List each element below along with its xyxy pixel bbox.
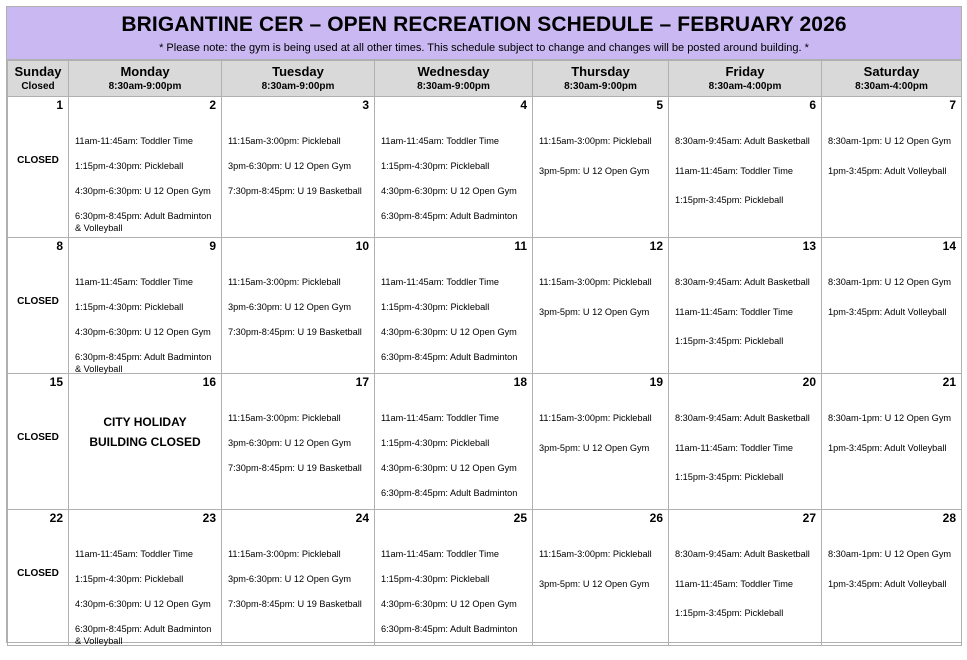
weekday-hours: 8:30am-9:00pm <box>261 81 335 92</box>
day-number: 13 <box>802 239 816 253</box>
event-item: 6:30pm-8:45pm: Adult Badminton & Volleyball <box>75 352 212 374</box>
weekday-hours: Closed <box>21 81 55 92</box>
day-number: 23 <box>202 511 216 525</box>
event-item: 11am-11:45am: Toddler Time <box>75 549 193 559</box>
event-list <box>381 276 528 376</box>
day-number: 22 <box>49 511 63 525</box>
event-item: 3pm-6:30pm: U 12 Open Gym <box>228 161 352 171</box>
event-item: 11:15am-3:00pm: Pickleball <box>228 136 341 146</box>
day-cell <box>533 510 669 646</box>
event-item: 6:30pm-8:45pm: Adult Badminton <box>381 211 518 221</box>
event-list <box>75 548 217 660</box>
weekday-header-row <box>8 61 962 97</box>
event-list <box>675 135 817 224</box>
event-item: 8:30am-9:45am: Adult Basketball <box>675 136 810 146</box>
event-item: 8:30am-1pm: U 12 Open Gym <box>828 413 952 423</box>
day-cell <box>533 97 669 238</box>
day-cell <box>222 374 375 510</box>
day-number: 4 <box>520 98 527 112</box>
schedule-sheet <box>6 6 962 646</box>
day-cell <box>69 374 222 510</box>
event-item: 8:30am-9:45am: Adult Basketball <box>675 549 810 559</box>
event-item: 6:30pm-8:45pm: Adult Badminton <box>381 488 518 498</box>
day-number: 11 <box>514 239 527 253</box>
day-number: 6 <box>809 98 816 112</box>
event-item: 11:15am-3:00pm: Pickleball <box>228 549 341 559</box>
event-item: 1pm-3:45pm: Adult Volleyball <box>828 442 947 453</box>
day-cell <box>669 97 822 238</box>
day-number: 20 <box>802 375 816 389</box>
day-cell <box>822 510 962 646</box>
event-item: 8:30am-1pm: U 12 Open Gym <box>828 136 952 146</box>
event-list <box>228 412 370 487</box>
weekday-name: Friday <box>725 64 765 79</box>
event-item: 11am-11:45am: Toddler Time <box>381 277 499 287</box>
event-item: 8:30am-9:45am: Adult Basketball <box>675 413 810 423</box>
event-item: 11am-11:45am: Toddler Time <box>381 136 499 146</box>
day-cell <box>533 238 669 374</box>
day-number: 27 <box>802 511 816 525</box>
day-number: 21 <box>942 375 956 389</box>
day-cell <box>69 238 222 374</box>
event-item: 4:30pm-6:30pm: U 12 Open Gym <box>75 186 211 196</box>
day-cell <box>822 374 962 510</box>
day-number: 17 <box>355 375 369 389</box>
schedule-header <box>7 7 961 60</box>
day-cell <box>533 374 669 510</box>
event-item: 1pm-3:45pm: Adult Volleyball <box>828 578 947 589</box>
weekday-name: Monday <box>120 64 170 79</box>
event-item: 3pm-5pm: U 12 Open Gym <box>539 578 650 589</box>
weekday-hours: 8:30am-4:00pm <box>708 81 782 92</box>
day-cell <box>222 238 375 374</box>
event-item: 8:30am-1pm: U 12 Open Gym <box>828 277 952 287</box>
weekday-name: Thursday <box>571 64 630 79</box>
event-list <box>75 276 217 388</box>
event-list <box>228 276 370 351</box>
event-list <box>675 276 817 365</box>
event-item: 7:30pm-8:45pm: U 19 Basketball <box>228 186 362 196</box>
event-list <box>381 548 528 648</box>
event-item: 8:30am-1pm: U 12 Open Gym <box>828 549 952 559</box>
event-item: 11am-11:45am: Toddler Time <box>75 136 193 146</box>
event-item: 1pm-3:45pm: Adult Volleyball <box>828 306 947 317</box>
event-item: 11am-11:45am: Toddler Time <box>675 165 793 176</box>
day-cell <box>8 97 69 238</box>
day-number: 18 <box>513 375 527 389</box>
weekday-hours: 8:30am-9:00pm <box>108 81 182 92</box>
closed-label: CLOSED <box>17 296 59 307</box>
event-item: 3pm-6:30pm: U 12 Open Gym <box>228 574 352 584</box>
event-list <box>539 135 664 194</box>
day-number: 14 <box>942 239 956 253</box>
weekday-hours: 8:30am-9:00pm <box>417 81 490 92</box>
event-item: 3pm-5pm: U 12 Open Gym <box>539 306 650 317</box>
day-number: 3 <box>362 98 369 112</box>
event-list <box>828 548 957 607</box>
event-item: 11am-11:45am: Toddler Time <box>675 442 793 453</box>
day-cell <box>8 510 69 646</box>
event-list <box>228 135 370 210</box>
event-item: 1:15pm-3:45pm: Pickleball <box>675 608 784 618</box>
weekday-header-wednesday <box>375 61 533 97</box>
event-item: 1:15pm-3:45pm: Pickleball <box>675 195 784 205</box>
day-number: 25 <box>513 511 527 525</box>
event-list <box>828 135 957 194</box>
event-item: 6:30pm-8:45pm: Adult Badminton & Volleyball <box>75 211 212 233</box>
event-item: 1pm-3:45pm: Adult Volleyball <box>828 165 947 176</box>
event-list <box>828 412 957 471</box>
event-item: 3pm-5pm: U 12 Open Gym <box>539 442 650 453</box>
event-item: 1:15pm-3:45pm: Pickleball <box>675 336 784 346</box>
weekday-header-sunday <box>8 61 69 97</box>
event-item: 11:15am-3:00pm: Pickleball <box>539 136 652 146</box>
day-number: 24 <box>355 511 369 525</box>
event-item: 3pm-6:30pm: U 12 Open Gym <box>228 302 352 312</box>
holiday-notice <box>69 412 221 452</box>
event-item: 11:15am-3:00pm: Pickleball <box>539 549 652 559</box>
weekday-header-monday <box>69 61 222 97</box>
event-list <box>75 135 217 247</box>
week-row <box>8 97 962 238</box>
event-item: 8:30am-9:45am: Adult Basketball <box>675 277 810 287</box>
weekday-name: Saturday <box>863 64 920 79</box>
day-cell <box>222 510 375 646</box>
event-item: 7:30pm-8:45pm: U 19 Basketball <box>228 599 362 609</box>
calendar-grid <box>7 60 962 646</box>
day-cell <box>8 374 69 510</box>
day-cell <box>375 374 533 510</box>
event-item: 1:15pm-3:45pm: Pickleball <box>675 472 784 482</box>
day-number: 1 <box>56 98 63 112</box>
event-list <box>539 412 664 471</box>
event-item: 7:30pm-8:45pm: U 19 Basketball <box>228 327 362 337</box>
day-cell <box>8 238 69 374</box>
day-cell <box>375 238 533 374</box>
day-cell <box>222 97 375 238</box>
event-item: 4:30pm-6:30pm: U 12 Open Gym <box>381 327 517 337</box>
holiday-line: BUILDING CLOSED <box>89 435 201 449</box>
event-item: 4:30pm-6:30pm: U 12 Open Gym <box>75 327 211 337</box>
event-list <box>381 135 528 235</box>
event-item: 11:15am-3:00pm: Pickleball <box>228 277 341 287</box>
day-number: 9 <box>209 239 216 253</box>
week-row <box>8 510 962 646</box>
event-item: 1:15pm-4:30pm: Pickleball <box>381 161 490 171</box>
event-list <box>675 548 817 637</box>
weekday-header-friday <box>669 61 822 97</box>
day-number: 28 <box>942 511 956 525</box>
event-item: 1:15pm-4:30pm: Pickleball <box>381 302 490 312</box>
event-item: 4:30pm-6:30pm: U 12 Open Gym <box>381 463 517 473</box>
event-item: 7:30pm-8:45pm: U 19 Basketball <box>228 463 362 473</box>
event-item: 1:15pm-4:30pm: Pickleball <box>75 302 184 312</box>
event-item: 4:30pm-6:30pm: U 12 Open Gym <box>381 599 517 609</box>
weekday-name: Wednesday <box>417 64 490 79</box>
day-cell <box>822 97 962 238</box>
day-cell <box>375 510 533 646</box>
day-cell <box>822 238 962 374</box>
event-item: 11am-11:45am: Toddler Time <box>675 306 793 317</box>
event-item: 1:15pm-4:30pm: Pickleball <box>75 574 184 584</box>
event-item: 11:15am-3:00pm: Pickleball <box>539 277 652 287</box>
event-list <box>381 412 528 512</box>
event-list <box>539 276 664 335</box>
day-number: 12 <box>649 239 663 253</box>
event-item: 4:30pm-6:30pm: U 12 Open Gym <box>75 599 211 609</box>
day-number: 19 <box>649 375 663 389</box>
event-item: 1:15pm-4:30pm: Pickleball <box>75 161 184 171</box>
event-item: 1:15pm-4:30pm: Pickleball <box>381 438 490 448</box>
event-item: 11am-11:45am: Toddler Time <box>675 578 793 589</box>
day-number: 8 <box>56 239 63 253</box>
event-item: 11:15am-3:00pm: Pickleball <box>539 413 652 423</box>
weekday-name: Sunday <box>14 64 62 79</box>
day-number: 15 <box>49 375 63 389</box>
event-item: 11am-11:45am: Toddler Time <box>381 413 499 423</box>
event-item: 11am-11:45am: Toddler Time <box>381 549 499 559</box>
event-item: 4:30pm-6:30pm: U 12 Open Gym <box>381 186 517 196</box>
weekday-header-saturday <box>822 61 962 97</box>
closed-label: CLOSED <box>17 432 59 443</box>
event-list <box>828 276 957 335</box>
day-cell <box>69 510 222 646</box>
day-number: 7 <box>949 98 956 112</box>
day-cell <box>669 238 822 374</box>
day-number: 2 <box>209 98 216 112</box>
event-item: 6:30pm-8:45pm: Adult Badminton <box>381 624 518 634</box>
weekday-name: Tuesday <box>272 64 324 79</box>
weekday-hours: 8:30am-9:00pm <box>564 81 637 92</box>
event-item: 3pm-5pm: U 12 Open Gym <box>539 165 650 176</box>
day-number: 5 <box>656 98 663 112</box>
week-row <box>8 238 962 374</box>
event-list <box>228 548 370 623</box>
holiday-line: CITY HOLIDAY <box>103 415 187 429</box>
event-item: 3pm-6:30pm: U 12 Open Gym <box>228 438 352 448</box>
day-number: 26 <box>649 511 663 525</box>
event-item: 11am-11:45am: Toddler Time <box>75 277 193 287</box>
day-number: 16 <box>202 375 216 389</box>
event-item: 6:30pm-8:45pm: Adult Badminton <box>381 352 518 362</box>
event-item: 1:15pm-4:30pm: Pickleball <box>381 574 490 584</box>
event-list <box>539 548 664 607</box>
day-cell <box>375 97 533 238</box>
weekday-header-thursday <box>533 61 669 97</box>
closed-label: CLOSED <box>17 155 59 166</box>
weekday-header-tuesday <box>222 61 375 97</box>
closed-label: CLOSED <box>17 568 59 579</box>
weekday-hours: 8:30am-4:00pm <box>855 81 928 92</box>
event-item: 11:15am-3:00pm: Pickleball <box>228 413 341 423</box>
day-cell <box>69 97 222 238</box>
day-cell <box>669 510 822 646</box>
event-item: 6:30pm-8:45pm: Adult Badminton & Volleyball <box>75 624 212 646</box>
day-cell <box>669 374 822 510</box>
week-row <box>8 374 962 510</box>
day-number: 10 <box>355 239 369 253</box>
event-list <box>675 412 817 501</box>
schedule-note: * Please note: the gym is being used at all other times. This schedule subject to change and changes will be posted around building. * <box>159 42 809 54</box>
page-title: BRIGANTINE CER – OPEN RECREATION SCHEDULE – FEBRUARY 2026 <box>121 13 847 36</box>
calendar-body <box>8 97 962 646</box>
